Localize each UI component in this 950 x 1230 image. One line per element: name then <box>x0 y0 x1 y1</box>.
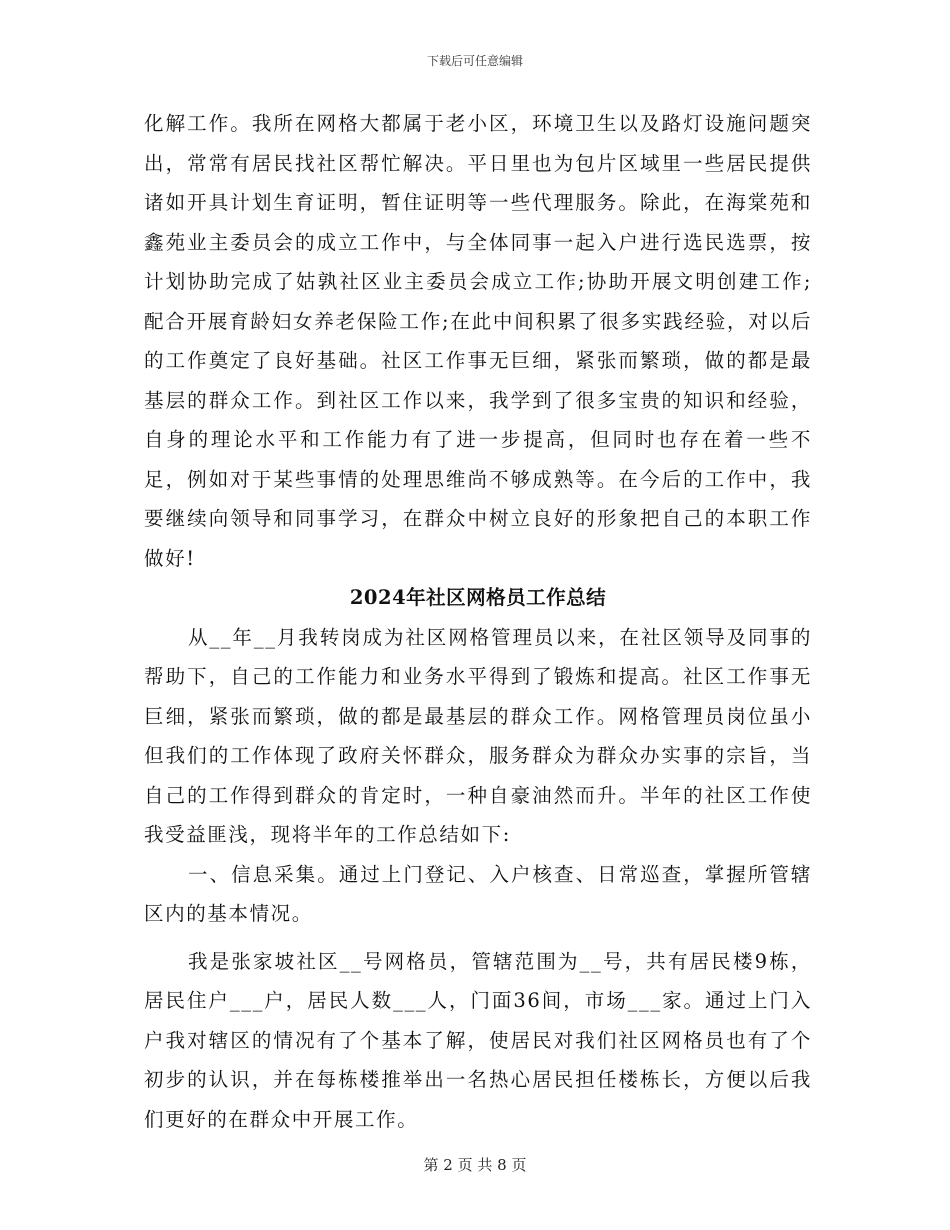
continuation-paragraph: 化解工作。我所在网格大都属于老小区，环境卫生以及路灯设施问题突出，常常有居民找社区帮忙解决。平日里也为包片区域里一些居民提供诸如开具计划生育证明，暂住证明等一些代理服务。除此，在海棠苑和鑫苑业主委员会的成立工作中，与全体同事一起入户进行选民选票，按计划协助完成了姑孰社区业主委员会成立工作;协助开展文明创建工作;配合开展育龄妇女养老保险工作;在此中间积累了很多实践经验，对以后的工作奠定了良好基础。社区工作事无巨细，紧张而繁琐，做的都是最基层的群众工作。到社区工作以来，我学到了很多宝贵的知识和经验，自身的理论水平和工作能力有了进一步提高，但同时也存在着一些不足，例如对于某些事情的处理思维尚不够成熟等。在今后的工作中，我要继续向领导和同事学习，在群众中树立良好的形象把自己的本职工作做好! <box>144 112 812 570</box>
point-one-detail-paragraph: 我是张家坡社区__号网格员，管辖范围为__号，共有居民楼9栋，居民住户___户，居民人数___人，门面36间，市场___家。通过上门入户我对辖区的情况有了个基本了解，使居民对我们社区网格员也有了个初步的认识，并在每栋楼推举出一名热心居民担任楼栋长，方便以后我们更好的在群众中开展工作。 <box>144 949 812 1131</box>
section-title: 2024年社区网格员工作总结 <box>349 586 607 609</box>
paragraph-gap <box>144 934 812 942</box>
intro-paragraph: 从__年__月我转岗成为社区网格管理员以来，在社区领导及同事的帮助下，自己的工作能力和业务水平得到了锻炼和提高。社区工作事无巨细，紧张而繁琐，做的都是最基层的群众工作。网格管理员岗位虽小但我们的工作体现了政府关怀群众，服务群众为群众办实事的宗旨，当自己的工作得到群众的肯定时，一种自豪油然而升。半年的社区工作使我受益匪浅，现将半年的工作总结如下: <box>144 625 812 846</box>
page-number: 第 2 页 共 8 页 <box>423 1156 527 1174</box>
point-one-heading-paragraph: 一、信息采集。通过上门登记、入户核查、日常巡查，掌握所管辖区内的基本情况。 <box>144 862 812 925</box>
document-body <box>144 104 812 1139</box>
page-header-note: 下载后可任意编辑 <box>426 54 523 68</box>
